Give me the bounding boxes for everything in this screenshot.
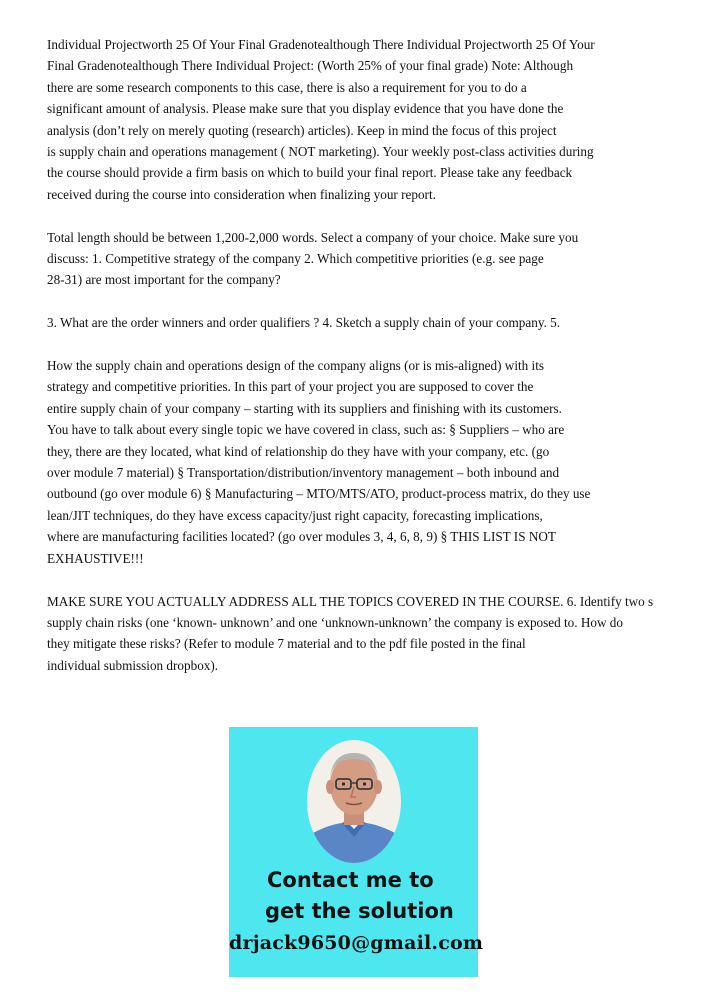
paragraph: [47, 312, 708, 333]
text-line: strategy and competitive priorities. In this part of your project you are supposed to cover the: [47, 379, 534, 395]
text-line: Individual Projectworth 25 Of Your Final Gradenotealthough There Individual Projectworth 25 Of Your: [47, 37, 595, 52]
text-line: You have to talk about every single topic we have covered in class, such as: § Suppliers – who are: [47, 422, 565, 438]
text-line: Total length should be between 1,200-2,000 words. Select a company of your choice. Make sure you: [47, 229, 579, 245]
text-line: where are manufacturing facilities located? (go over modules 3, 4, 6, 8, 9) § THIS LIST IS NOT: [47, 529, 556, 545]
text-line: there are some research components to this case, there is also a requirement for you to do a: [47, 79, 527, 95]
paragraph: [47, 591, 708, 677]
text-line: lean/JIT techniques, do they have excess capacity/just right capacity, forecasting implications,: [47, 507, 543, 523]
paragraph: [47, 227, 708, 291]
text-line: MAKE SURE YOU ACTUALLY ADDRESS ALL THE TOPICS COVERED IN THE COURSE. 6. Identify two s: [47, 593, 654, 609]
text-line: EXHAUSTIVE!!!: [47, 550, 144, 566]
contact-headline: [229, 865, 478, 927]
text-line: supply chain risks (one ‘known- unknown’ and one ‘unknown-unknown’ the company is exposed to. How do: [47, 614, 623, 630]
text-line: analysis (don’t rely on merely quoting (research) articles). Keep in mind the focus of this project: [47, 122, 557, 138]
contact-promo-banner: [229, 727, 484, 977]
text-line: Final Gradenotealthough There Individual Project: (Worth 25% of your final grade) Note: Although: [47, 58, 574, 74]
text-line: How the supply chain and operations design of the company aligns (or is mis-aligned) with its: [47, 358, 545, 374]
text-line: they, there are they located, what kind of relationship do they have with your company, etc. (go: [47, 443, 550, 459]
text-line: received during the course into consideration when finalizing your report.: [47, 186, 436, 202]
text-line: over module 7 material) § Transportation/distribution/inventory management – both inbound and: [47, 465, 560, 481]
text-line: is supply chain and operations management ( NOT marketing). Your weekly post-class activities during: [47, 144, 594, 160]
text-line: discuss: 1. Competitive strategy of the company 2. Which competitive priorities (e.g. see page: [47, 251, 544, 267]
person-portrait-icon: [306, 739, 402, 864]
text-line: outbound (go over module 6) § Manufacturing – MTO/MTS/ATO, product-process matrix, do they use: [47, 486, 591, 502]
text-line: 28-31) are most important for the company?: [47, 272, 281, 288]
text-line: entire supply chain of your company – starting with its suppliers and finishing with its customers.: [47, 400, 562, 416]
contact-email: drjack9650@gmail.com: [229, 932, 484, 954]
paragraph: [47, 34, 708, 205]
contact-line-2: get the solution: [265, 899, 454, 923]
text-line: they mitigate these risks? (Refer to module 7 material and to the pdf file posted in the final: [47, 636, 526, 652]
text-line: 3. What are the order winners and order qualifiers ? 4. Sketch a supply chain of your company. 5.: [47, 315, 561, 331]
document-body: [47, 34, 708, 698]
text-line: the course should provide a firm basis on which to build your final report. Please take any feedback: [47, 165, 573, 181]
paragraph: [47, 355, 708, 569]
contact-line-1: Contact me to: [267, 868, 434, 892]
text-line: individual submission dropbox).: [47, 657, 219, 673]
text-line: significant amount of analysis. Please make sure that you display evidence that you have done the: [47, 101, 564, 117]
